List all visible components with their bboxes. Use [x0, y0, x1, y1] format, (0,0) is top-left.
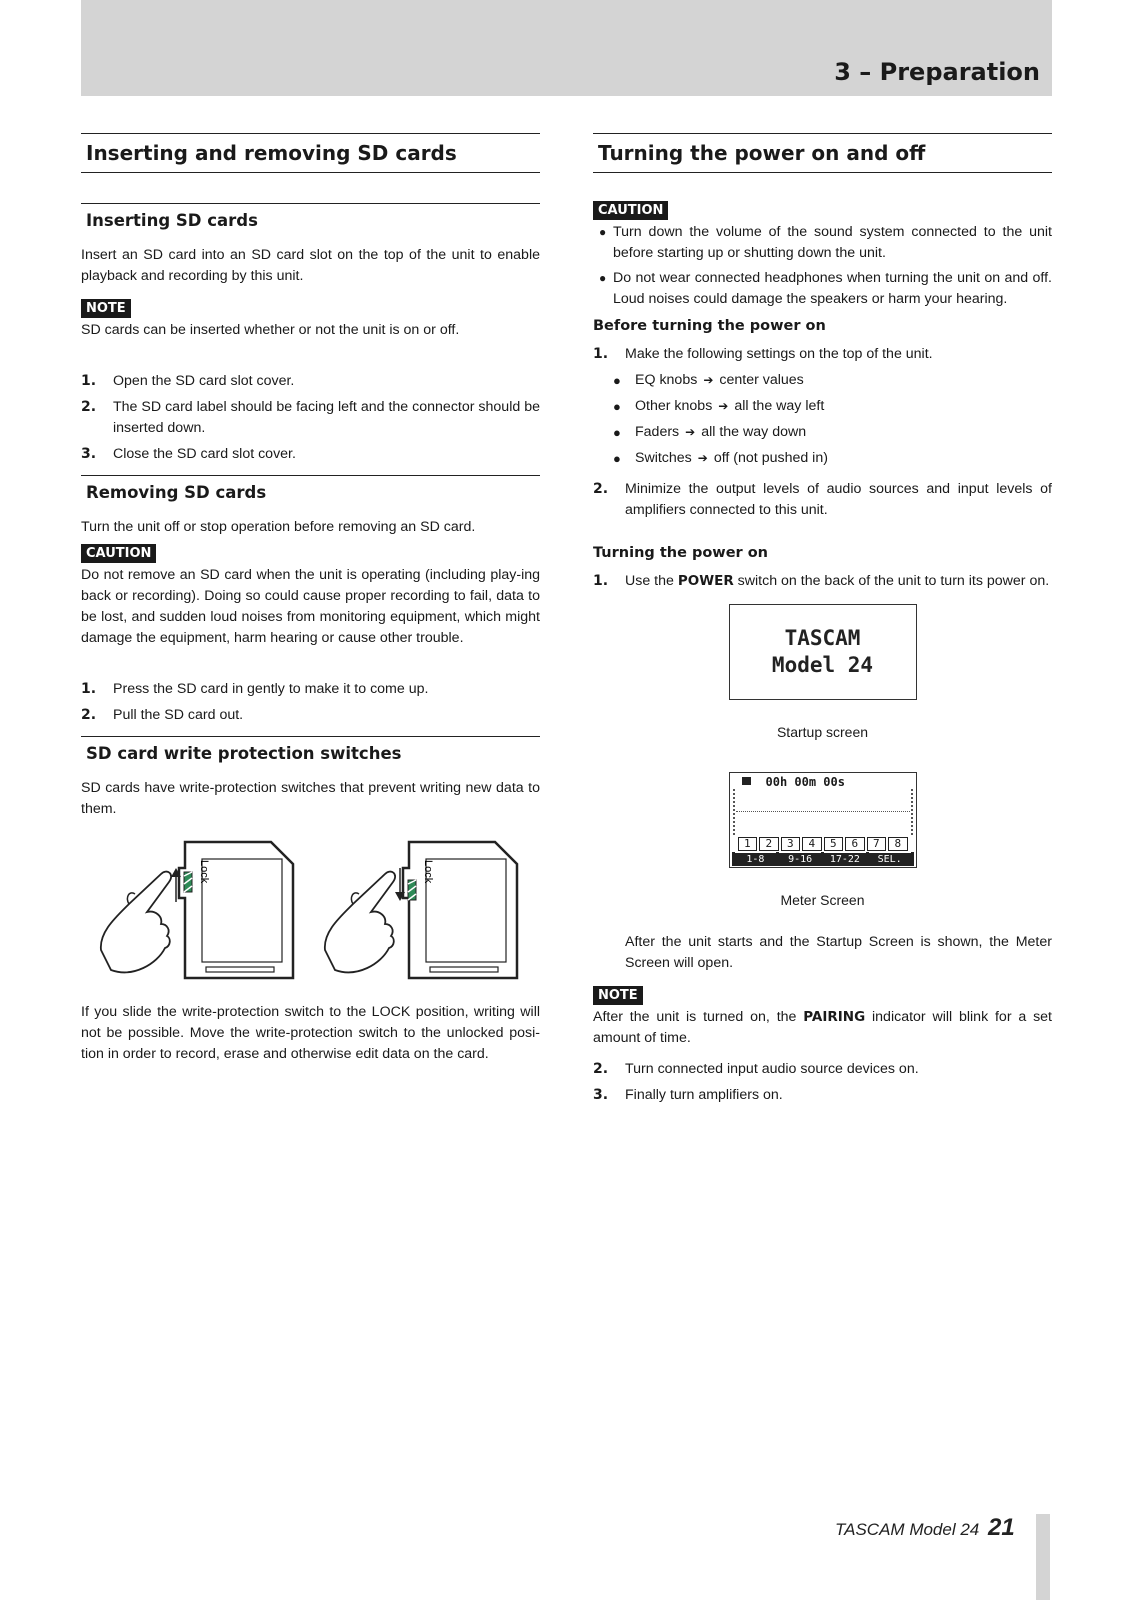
header-band — [81, 0, 1052, 96]
group-tab: 9-16 — [779, 852, 821, 866]
section-title-power: Turning the power on and off — [593, 133, 1052, 173]
inserting-intro: Insert an SD card into an SD card slot on the top of the unit to enable playback and recording by this unit. — [81, 247, 540, 284]
note-text: SD cards can be inserted whether or not the unit is on or off. — [81, 322, 460, 338]
track-number: 1 — [738, 837, 758, 851]
startup-model: Model 24 — [771, 653, 874, 677]
subsection-title-protection: SD card write protection switches — [81, 736, 540, 766]
list-item: 1. Open the SD card slot cover. — [81, 373, 295, 389]
track-number: 4 — [802, 837, 822, 851]
before-power-title: Before turning the power on — [593, 318, 826, 334]
track-number: 7 — [867, 837, 887, 851]
page-footer — [835, 1514, 1015, 1542]
caution-list — [593, 222, 1052, 310]
meter-dotline — [736, 811, 910, 812]
list-item: 3. Finally turn amplifiers on. — [593, 1087, 783, 1103]
track-number: 3 — [781, 837, 801, 851]
startup-caption: Startup screen — [776, 724, 869, 740]
section-title-sd-cards: Inserting and removing SD cards — [81, 133, 540, 173]
note-label: NOTE — [81, 299, 131, 318]
settings-list — [593, 370, 1052, 469]
caution-label: CAUTION — [593, 201, 668, 220]
inserting-steps — [81, 371, 540, 465]
bullet-icon: ● — [613, 399, 621, 414]
bullet-icon: ● — [599, 271, 607, 285]
bullet-icon: ● — [613, 451, 621, 466]
bullet-icon: ● — [599, 225, 607, 239]
list-item: 1. Make the following settings on the top of the unit. — [593, 346, 933, 362]
lock-label: Lock — [422, 860, 434, 884]
startup-screen — [729, 604, 917, 700]
caution-label: CAUTION — [81, 544, 156, 563]
sd-card-diagram — [81, 832, 540, 982]
track-number: 6 — [845, 837, 865, 851]
meter-groups — [732, 852, 914, 866]
arrow-right-icon: ➔ — [697, 451, 708, 465]
list-item: ● Switches ➔ off (not pushed in) — [613, 448, 1052, 469]
list-item: ● Faders ➔ all the way down — [613, 422, 1052, 443]
removing-intro: Turn the unit off or stop operation before removing an SD card. — [81, 519, 476, 535]
pairing-keyword: PAIRING — [803, 1009, 866, 1025]
track-number: 8 — [888, 837, 908, 851]
power-on-steps-2 — [593, 1059, 1052, 1106]
list-item: ● Other knobs ➔ all the way left — [613, 396, 1052, 417]
meter-screen — [729, 772, 917, 868]
arrow-right-icon: ➔ — [718, 399, 729, 413]
subsection-title-removing: Removing SD cards — [81, 475, 540, 505]
list-item: 2. Turn connected input audio source devices on. — [593, 1061, 919, 1077]
power-on-title: Turning the power on — [593, 545, 769, 561]
group-tab: SEL. — [869, 852, 911, 866]
power-on-steps — [593, 571, 1052, 592]
right-column — [593, 133, 1052, 1111]
group-tab: 17-22 — [824, 852, 866, 866]
arrow-right-icon: ➔ — [685, 425, 696, 439]
left-column — [81, 133, 540, 1075]
subsection-title-inserting: Inserting SD cards — [81, 203, 540, 233]
lock-label: Lock — [198, 860, 210, 884]
note-label: NOTE — [593, 986, 643, 1005]
bullet-icon: ● — [613, 373, 621, 388]
list-item: 1. Press the SD card in gently to make it to come up. — [81, 681, 429, 697]
meter-caption: Meter Screen — [780, 892, 865, 908]
chapter-title: 3 – Preparation — [834, 58, 1040, 86]
meter-edge — [733, 789, 735, 835]
sd-card-unlocked-figure — [101, 842, 293, 978]
protection-outro: If you slide the write-protection switch to the LOCK position, writing will not be possible. Move the write-protection switch to the unlocked posi-tion in order to record, erase and otherwise edit data on the card. — [81, 1004, 540, 1062]
list-item: 2. The SD card label should be facing left and the connector should be inserted down. — [81, 399, 540, 436]
meter-edge — [911, 789, 913, 835]
meter-tracks — [738, 837, 908, 851]
list-item: 1. Use the POWER switch on the back of the unit to turn its power on. — [593, 573, 1050, 589]
list-item: ● Turn down the volume of the sound system connected to the unit before starting up or shutting down the unit. — [593, 222, 1052, 264]
caution-text: Do not remove an SD card when the unit is operating (including play-ing back or recording). Doing so could cause proper recording to fail, data to be lost, and sudden loud noises from monitoring equipment, which might damage the equipment, harm hearing or cause other trouble. — [81, 567, 540, 646]
power-keyword: POWER — [677, 573, 734, 589]
before-power-steps-2 — [593, 479, 1052, 521]
sd-card-locked-figure — [325, 842, 517, 978]
list-item: 2. Pull the SD card out. — [81, 707, 244, 723]
startup-brand: TASCAM — [784, 626, 861, 650]
record-indicator-icon — [742, 777, 751, 785]
removing-steps — [81, 679, 540, 726]
list-item: ● Do not wear connected headphones when turning the unit on and off. Loud noises could damage the speakers or harm your hearing. — [593, 268, 1052, 310]
page-number: 21 — [987, 1514, 1015, 1541]
track-number: 2 — [759, 837, 779, 851]
footer-model: Model 24 — [909, 1520, 980, 1539]
list-item: 2. Minimize the output levels of audio sources and input levels of amplifiers connected to this unit. — [593, 481, 1052, 518]
list-item: ● EQ knobs ➔ center values — [613, 370, 1052, 391]
protection-intro: SD cards have write-protection switches that prevent writing new data to them. — [81, 780, 540, 817]
meter-time: 00h 00m 00s — [765, 775, 845, 789]
pairing-note: After the unit is turned on, the PAIRING indicator will blink for a set amount of time. — [593, 1009, 1053, 1046]
after-start-text: After the unit starts and the Startup Screen is shown, the Meter Screen will open. — [625, 934, 1052, 971]
arrow-right-icon: ➔ — [703, 373, 714, 387]
list-item: 3. Close the SD card slot cover. — [81, 446, 296, 462]
sd-card-illustration — [81, 832, 540, 982]
track-number: 5 — [824, 837, 844, 851]
footer-bar — [1036, 1514, 1050, 1600]
group-tab: 1-8 — [735, 852, 777, 866]
before-power-steps — [593, 344, 1052, 365]
footer-brand: TASCAM — [835, 1520, 905, 1539]
bullet-icon: ● — [613, 425, 621, 440]
